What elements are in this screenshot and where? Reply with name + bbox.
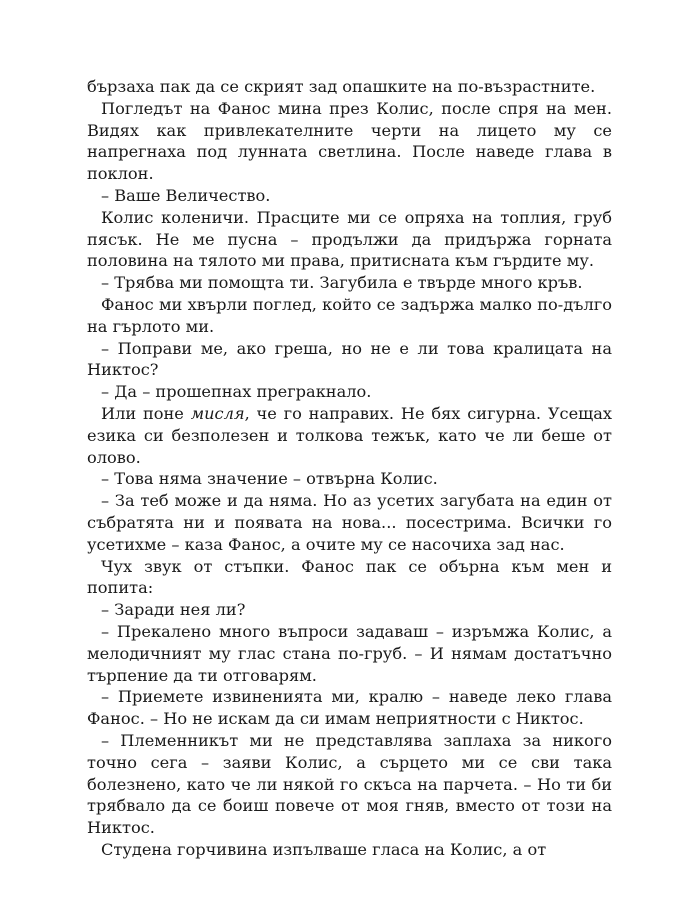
- paragraph: [87, 403, 612, 468]
- dialogue-line: – Племенникът ми не представлява заплаха за никого точно сега – заяви Колис, а сърцето ми се сви така болезнено, като че ли някой го скъса на парчета. – Но ти би трябвало да се боиш повече от моя гняв, вместо от този на Никтос.: [87, 730, 612, 838]
- dialogue-line: – Приемете извиненията ми, кралю – наведе леко глава Фанос. – Но не искам да си имам неприятности с Никтос.: [87, 687, 612, 729]
- paragraph: Колис коленичи. Прасците ми се опряха на топлия, груб пясък. Не ме пусна – продължи да придържа горната половина на тялото ми права, притисната към гърдите му.: [87, 207, 612, 271]
- dialogue-line: – Трябва ми помощта ти. Загубила е твърде много кръв.: [101, 273, 583, 293]
- dialogue-line: – Прекалено много въпроси задаваш – изръмжа Колис, а мелодичният му глас стана по-груб. – И нямам достатъчно търпение да ти отговарям.: [87, 621, 612, 685]
- book-page: [87, 76, 612, 861]
- dialogue-line: – За теб може и да няма. Но аз усетих загубата на един от събратята ни и появата на нова... посестрима. Всички го усетихме – каза Фанос, а очите му се насочиха зад нас.: [87, 491, 612, 554]
- paragraph: Погледът на Фанос мина през Колис, после спря на мен. Видях как привлекателните черти на лицето му се напрегнаха под лунната светлина. После наведе глава в поклон.: [87, 98, 612, 184]
- dialogue-line: – Заради нея ли?: [101, 600, 246, 620]
- text-run: , че го направих. Не бях сигурна. Усещах езика си безполезен и толкова тежък, като че ли беше от олово.: [87, 403, 613, 467]
- paragraph: Фанос ми хвърли поглед, който се задържа малко по-дълго на гърлото ми.: [87, 294, 612, 336]
- paragraph: Студена горчивина изпълваше гласа на Колис, а от: [101, 839, 547, 859]
- dialogue-line: – Ваше Величество.: [101, 185, 271, 205]
- dialogue-line: – Това няма значение – отвърна Колис.: [101, 469, 438, 489]
- paragraph: Чух звук от стъпки. Фанос пак се обърна към мен и попита:: [87, 556, 612, 598]
- paragraph: бързаха пак да се скрият зад опашките на по-възрастните.: [87, 77, 596, 96]
- emphasized-word: мисля: [190, 403, 245, 423]
- dialogue-line: – Поправи ме, ако греша, но не е ли това кралицата на Никтос?: [87, 338, 612, 380]
- text-run: Или поне: [101, 403, 191, 423]
- dialogue-line: – Да – прошепнах прегракнало.: [101, 382, 372, 402]
